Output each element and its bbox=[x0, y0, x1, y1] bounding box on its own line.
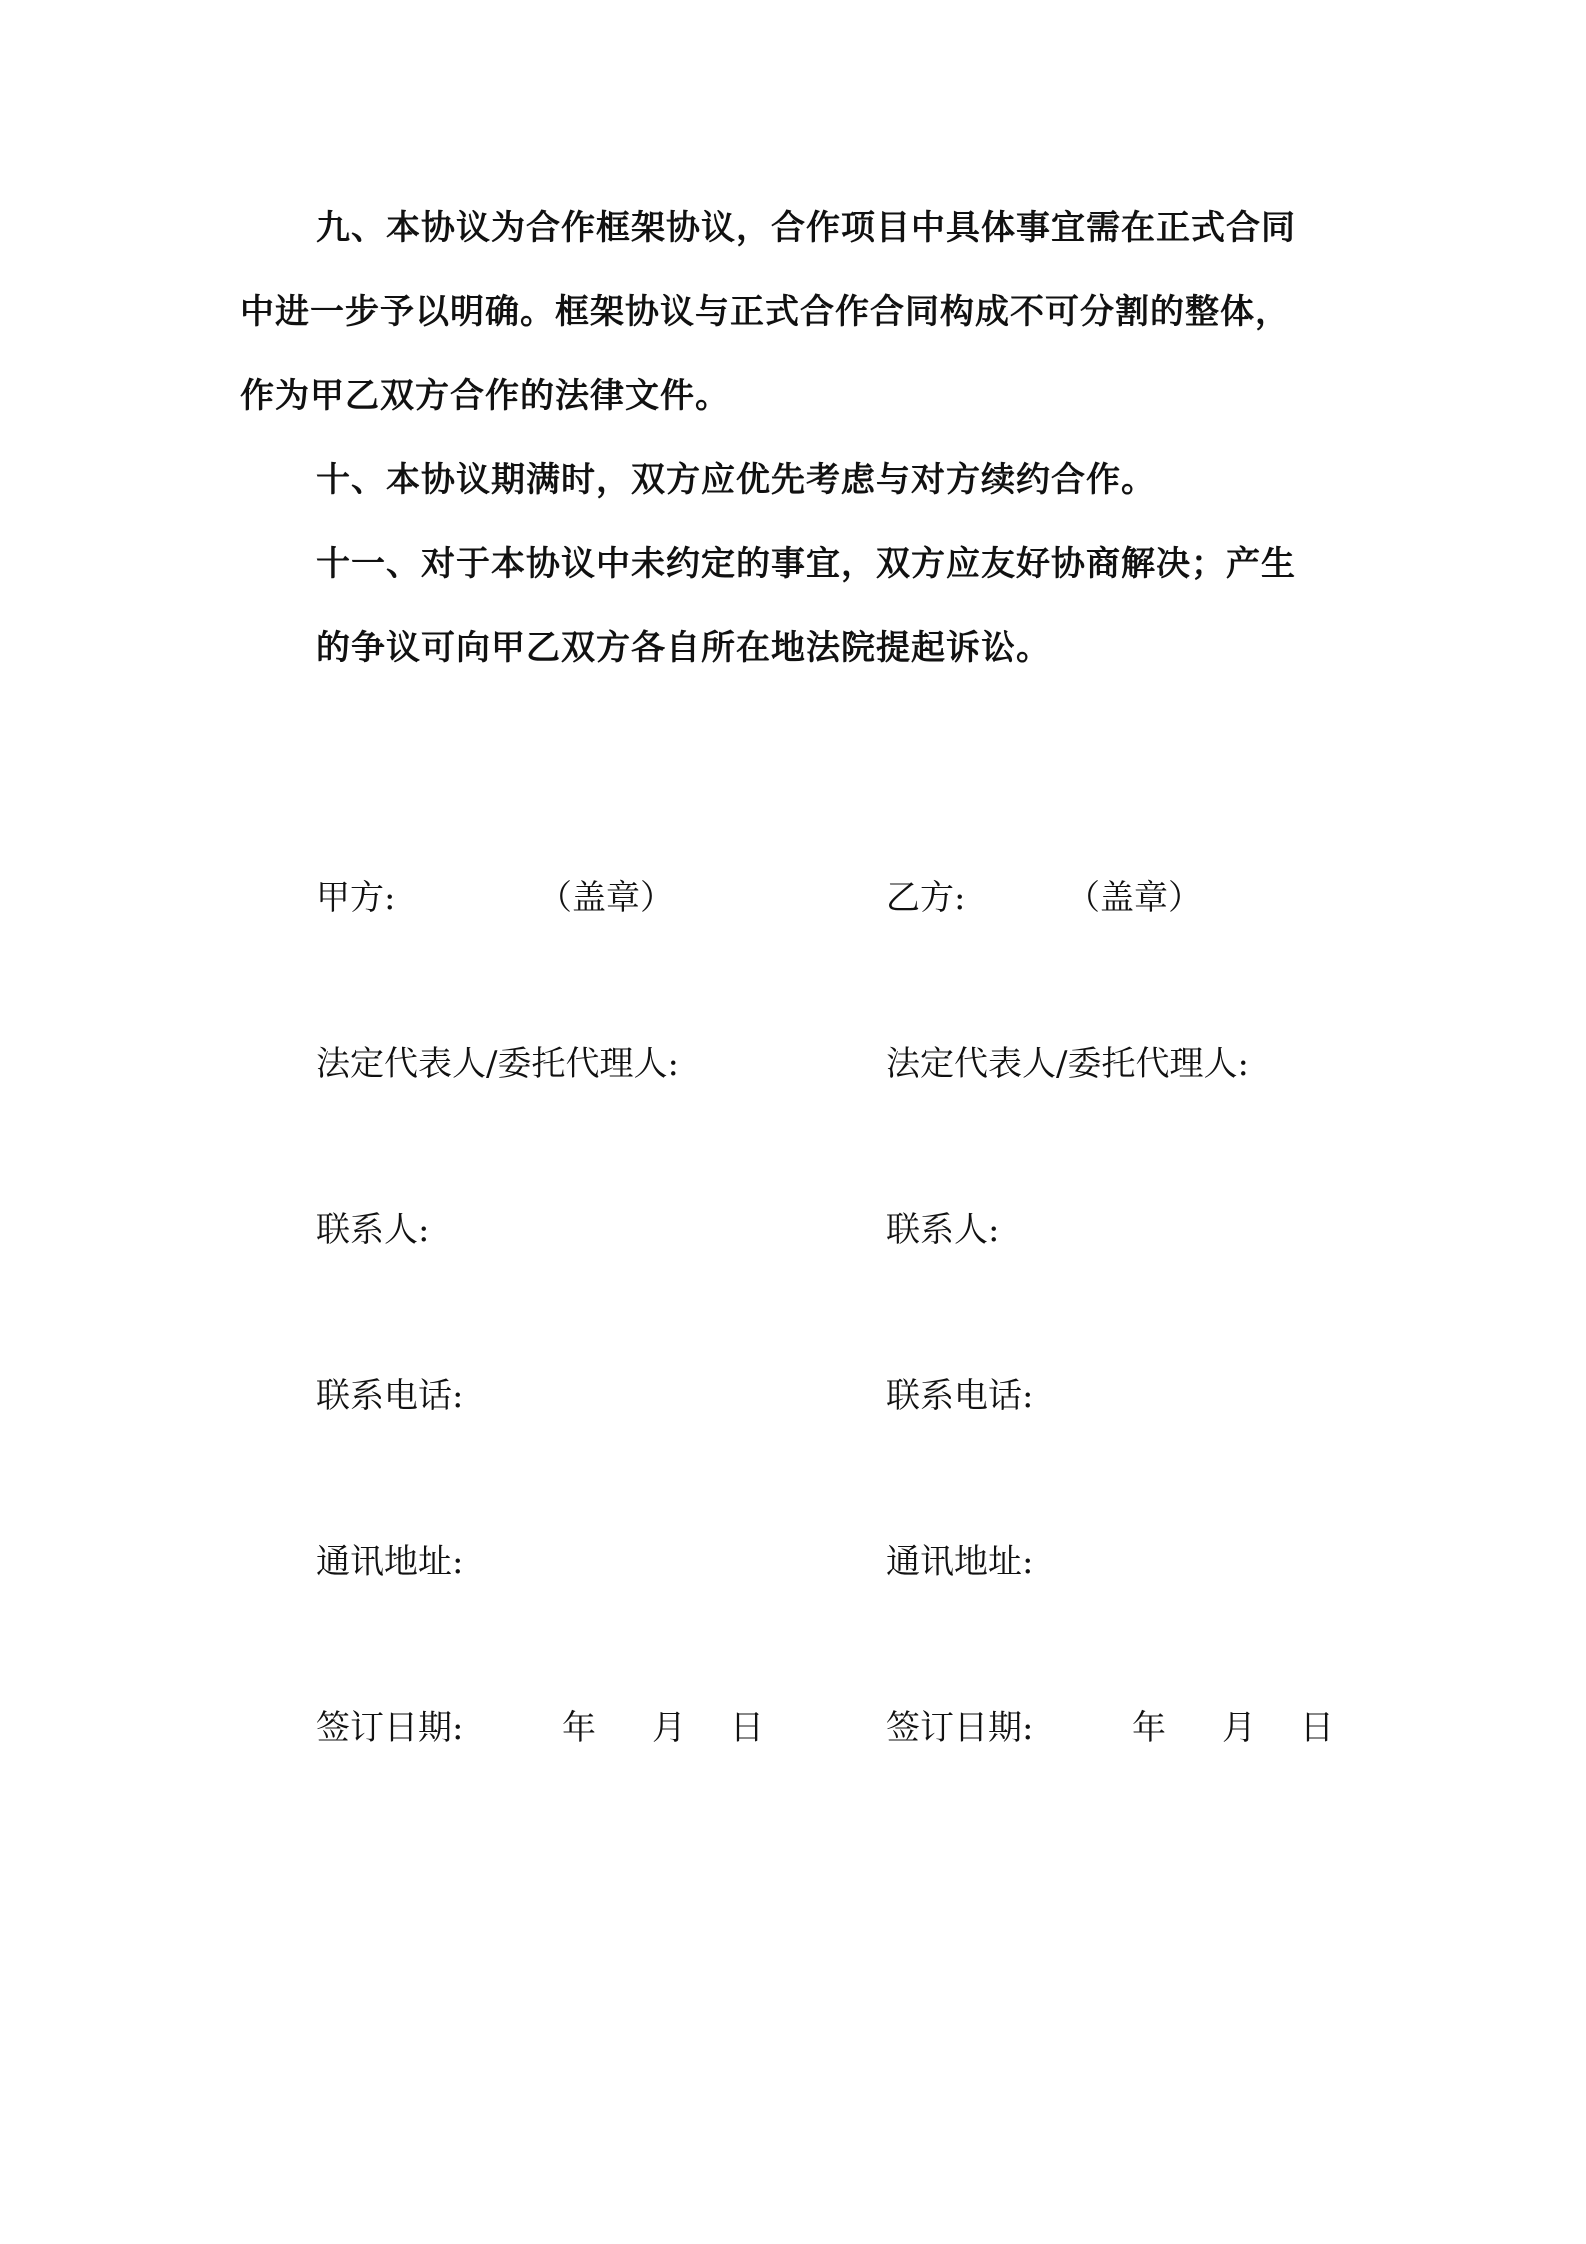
party-b-representative-label: 法定代表人/委托代理人: bbox=[886, 1044, 1249, 1084]
clause-9-line-2: 中进一步予以明确。框架协议与正式合作合同构成不可分割的整体， bbox=[240, 292, 1290, 332]
party-b-label: 乙方: bbox=[886, 878, 966, 918]
party-a-address-label: 通讯地址: bbox=[316, 1542, 464, 1582]
party-a-representative-label: 法定代表人/委托代理人: bbox=[316, 1044, 679, 1084]
clause-11-line-1: 十一、对于本协议中未约定的事宜，双方应友好协商解决；产生 bbox=[316, 544, 1296, 584]
party-a-year: 年 bbox=[562, 1708, 596, 1748]
party-a-label: 甲方: bbox=[316, 878, 396, 918]
clause-10 bbox=[240, 438, 1360, 522]
clause-9-line-1: 九、本协议为合作框架协议，合作项目中具体事宜需在正式合同 bbox=[316, 208, 1296, 248]
clause-10-line-1: 十、本协议期满时，双方应优先考虑与对方续约合作。 bbox=[316, 460, 1156, 500]
party-a-date-label: 签订日期: bbox=[316, 1708, 464, 1748]
party-b-year: 年 bbox=[1132, 1708, 1166, 1748]
party-a-seal: （盖章） bbox=[538, 878, 674, 918]
party-b-contact-label: 联系人: bbox=[886, 1210, 1000, 1250]
party-a-month: 月 bbox=[652, 1708, 686, 1748]
party-a-contact-label: 联系人: bbox=[316, 1210, 430, 1250]
clause-11 bbox=[240, 522, 1360, 690]
party-b-address-label: 通讯地址: bbox=[886, 1542, 1034, 1582]
clause-11-line-2: 的争议可向甲乙双方各自所在地法院提起诉讼。 bbox=[316, 628, 1051, 668]
clause-9-line-3: 作为甲乙双方合作的法律文件。 bbox=[240, 376, 730, 416]
party-b-month: 月 bbox=[1222, 1708, 1256, 1748]
party-a-day: 日 bbox=[730, 1708, 764, 1748]
party-a-phone-label: 联系电话: bbox=[316, 1376, 464, 1416]
party-b-seal: （盖章） bbox=[1066, 878, 1202, 918]
party-b-date-label: 签订日期: bbox=[886, 1708, 1034, 1748]
party-b-phone-label: 联系电话: bbox=[886, 1376, 1034, 1416]
clause-9 bbox=[240, 186, 1360, 438]
party-b-day: 日 bbox=[1300, 1708, 1334, 1748]
